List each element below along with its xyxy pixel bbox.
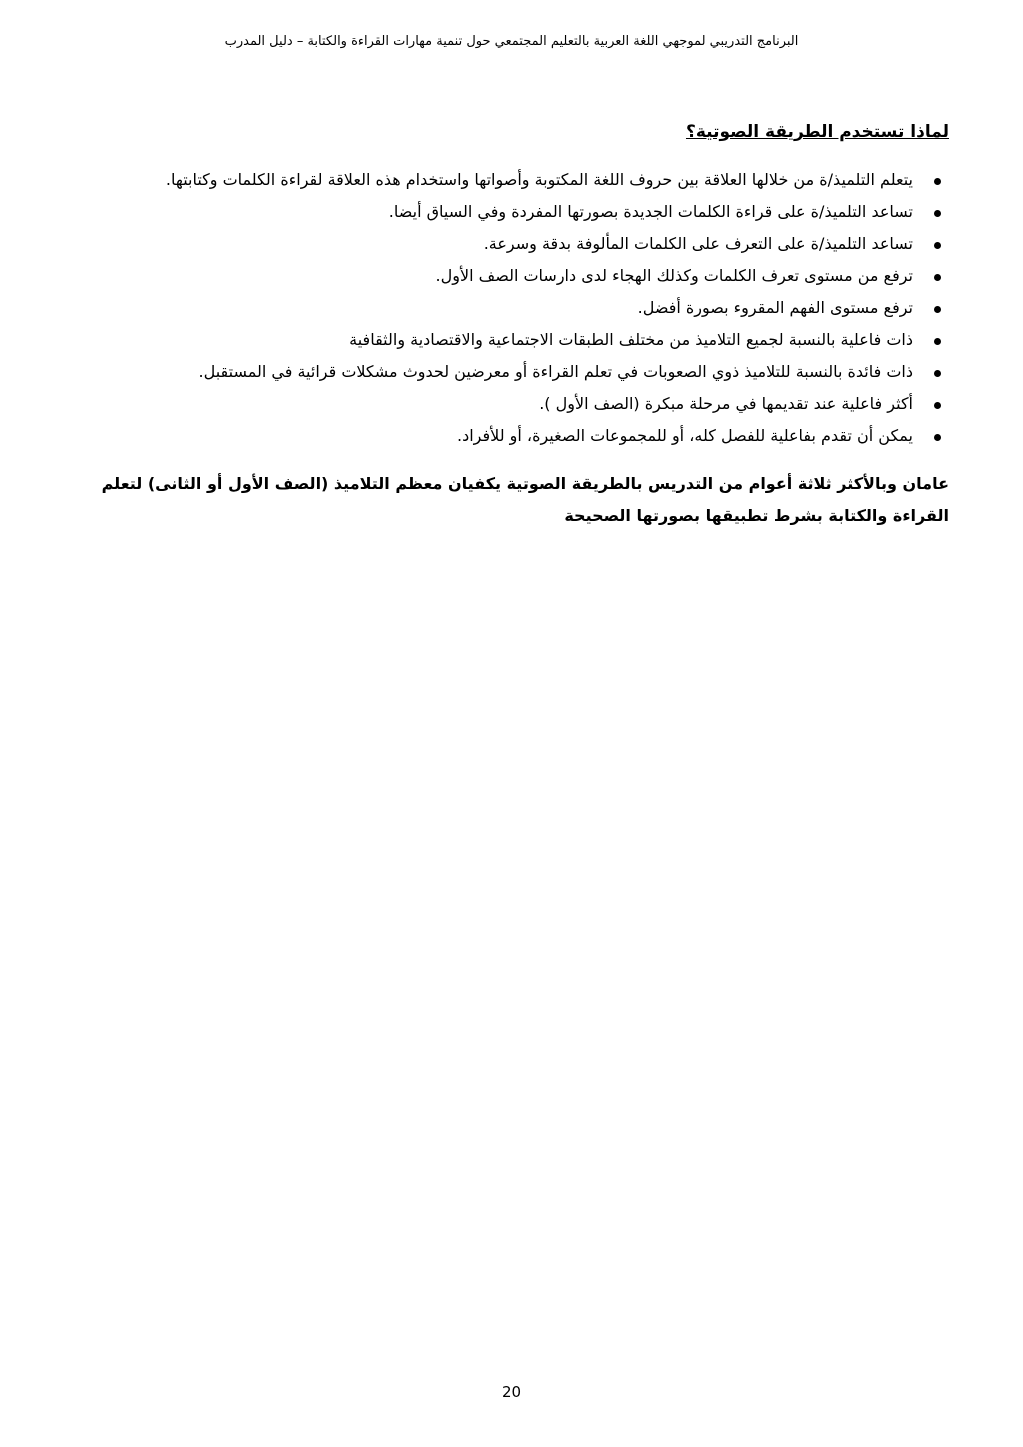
bullet-dot-icon: [934, 274, 941, 281]
bullet-item: [69, 420, 949, 452]
bullet-item: [69, 388, 949, 420]
bullet-dot-icon: [934, 242, 941, 249]
bullet-dot-icon: [934, 306, 941, 313]
bullet-dot-icon: [934, 178, 941, 185]
bullet-text: يمكن أن تقدم بفاعلية للفصل كله، أو للمجموعات الصغيرة، أو للأفراد.: [457, 426, 913, 445]
bullet-text: يتعلم التلميذ/ة من خلالها العلاقة بين حروف اللغة المكتوبة وأصواتها واستخدام هذه العلاقة لقراءة الكلمات وكتابتها.: [165, 170, 913, 189]
conclusion-paragraph: عامان وبالأكثر ثلاثة أعوام من التدريس بالطريقة الصوتية يكفيان معظم التلاميذ (الصف الأول أو الثانى) لتعلم القراءة والكتابة بشرط تطبيقها بصورتها الصحيحة: [101, 474, 949, 525]
page-content: [69, 118, 949, 532]
section-heading: لماذا تستخدم الطريقة الصوتية؟: [685, 122, 949, 142]
bullet-text: ذات فائدة بالنسبة للتلاميذ ذوي الصعوبات في تعلم القراءة أو معرضين لحدوث مشكلات قرائية في المستقبل.: [198, 362, 913, 381]
bullet-item: [69, 356, 949, 388]
bullet-text: تساعد التلميذ/ة على التعرف على الكلمات المألوفة بدقة وسرعة.: [483, 234, 913, 253]
bullet-text: ترفع من مستوى تعرف الكلمات وكذلك الهجاء لدى دارسات الصف الأول.: [435, 266, 913, 285]
page-number: 20: [501, 1383, 522, 1401]
running-header: البرنامج التدريبي لموجهي اللغة العربية بالتعليم المجتمعي حول تنمية مهارات القراءة والكتابة – دليل المدرب: [224, 34, 799, 49]
bullet-text: ترفع مستوى الفهم المقروء بصورة أفضل.: [637, 298, 913, 317]
bullet-text: ذات فاعلية بالنسبة لجميع التلاميذ من مختلف الطبقات الاجتماعية والاقتصادية والثقافية: [349, 330, 913, 349]
bullet-item: [69, 292, 949, 324]
bullet-dot-icon: [934, 434, 941, 441]
bullet-item: [69, 260, 949, 292]
bullet-item: [69, 164, 949, 196]
bullet-dot-icon: [934, 210, 941, 217]
bullet-text: تساعد التلميذ/ة على قراءة الكلمات الجديدة بصورتها المفردة وفي السياق أيضا.: [388, 202, 913, 221]
bullet-item: [69, 196, 949, 228]
bullet-list: [69, 164, 949, 452]
bullet-item: [69, 228, 949, 260]
bullet-dot-icon: [934, 370, 941, 377]
bullet-item: [69, 324, 949, 356]
bullet-dot-icon: [934, 338, 941, 345]
bullet-text: أكثر فاعلية عند تقديمها في مرحلة مبكرة (الصف الأول ).: [539, 394, 913, 413]
bullet-dot-icon: [934, 402, 941, 409]
